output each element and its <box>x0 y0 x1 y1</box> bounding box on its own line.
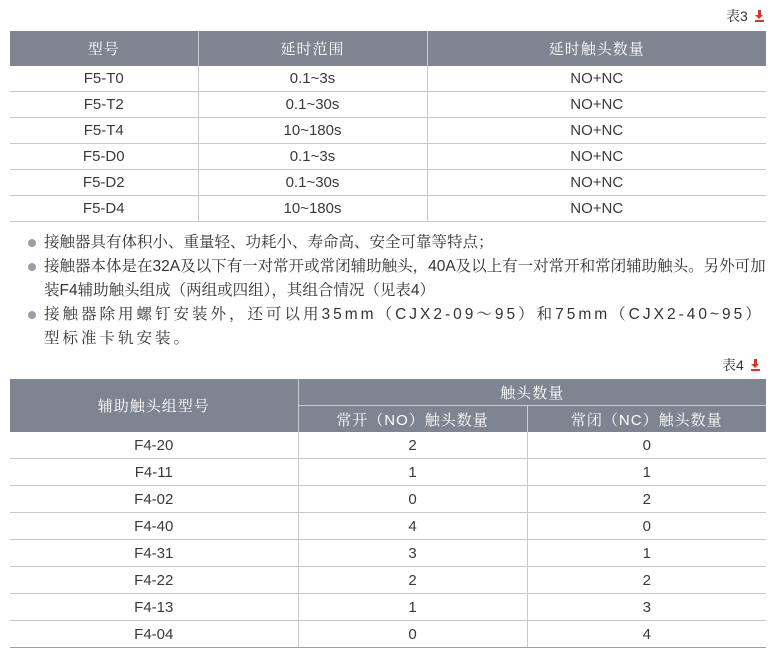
table4-header-no: 常开（NO）触头数量 <box>298 406 527 433</box>
table-cell: 0 <box>298 621 527 648</box>
table-cell: 2 <box>527 486 766 513</box>
table-cell: 4 <box>527 621 766 648</box>
table4-header-model: 辅助触头组型号 <box>10 379 298 432</box>
table-cell: 2 <box>527 567 766 594</box>
table-cell: 1 <box>298 459 527 486</box>
table-cell: NO+NC <box>427 66 766 92</box>
table-cell: 0.1~30s <box>198 92 427 118</box>
table-cell: F5-T0 <box>10 66 198 92</box>
table-row <box>10 170 766 196</box>
table-cell: 10~180s <box>198 118 427 144</box>
table4-header-contact-count: 触头数量 <box>298 379 766 406</box>
table-cell: 0.1~3s <box>198 66 427 92</box>
table-cell: 3 <box>298 540 527 567</box>
table3-header-delay-range: 延时范围 <box>198 31 427 66</box>
table3-header-delay-contacts: 延时触头数量 <box>427 31 766 66</box>
table-row <box>10 432 766 459</box>
table-row <box>10 118 766 144</box>
table-row <box>10 621 766 648</box>
table-cell: NO+NC <box>427 196 766 222</box>
table3-label <box>726 6 766 26</box>
download-arrow-icon <box>750 359 762 371</box>
table-row <box>10 196 766 222</box>
table-cell: 0 <box>298 486 527 513</box>
table-cell: F4-04 <box>10 621 298 648</box>
table-cell: F4-20 <box>10 432 298 459</box>
table-cell: F5-D0 <box>10 144 198 170</box>
table-row <box>10 66 766 92</box>
table-cell: F4-22 <box>10 567 298 594</box>
table-cell: 2 <box>298 567 527 594</box>
table-cell: 1 <box>527 540 766 567</box>
bullet-icon <box>28 239 36 247</box>
table-cell: F4-02 <box>10 486 298 513</box>
table-cell: 0 <box>527 432 766 459</box>
table-cell: F5-D2 <box>10 170 198 196</box>
table-cell: NO+NC <box>427 92 766 118</box>
table-cell: F4-40 <box>10 513 298 540</box>
table-cell: F4-11 <box>10 459 298 486</box>
table3 <box>10 31 766 222</box>
table-row <box>10 513 766 540</box>
table-cell: 0.1~30s <box>198 170 427 196</box>
table4-label-text: 表4 <box>722 357 744 373</box>
list-item <box>26 231 770 255</box>
table-cell: F4-13 <box>10 594 298 621</box>
table-cell: 2 <box>298 432 527 459</box>
table-row <box>10 567 766 594</box>
table4-label <box>722 355 762 375</box>
table-cell: 10~180s <box>198 196 427 222</box>
list-item <box>26 255 770 303</box>
table-cell: F5-T4 <box>10 118 198 144</box>
table-cell: 4 <box>298 513 527 540</box>
list-item-text: 接触器除用螺钉安装外，还可以用35mm（CJX2-09～95）和75mm（CJX2-40~95）型标准卡轨安装。 <box>44 306 764 347</box>
bullet-icon <box>28 263 36 271</box>
table-cell: 0 <box>527 513 766 540</box>
table4-header-nc: 常闭（NC）触头数量 <box>527 406 766 433</box>
table-cell: NO+NC <box>427 144 766 170</box>
list-item <box>26 303 770 351</box>
bullet-icon <box>28 311 36 319</box>
table-cell: NO+NC <box>427 118 766 144</box>
table-cell: F4-31 <box>10 540 298 567</box>
table-cell: F5-T2 <box>10 92 198 118</box>
table-cell: NO+NC <box>427 170 766 196</box>
table3-label-text: 表3 <box>726 8 748 24</box>
table-cell: F5-D4 <box>10 196 198 222</box>
download-arrow-icon <box>754 10 766 22</box>
table-row <box>10 92 766 118</box>
table4 <box>10 379 766 648</box>
table-row <box>10 486 766 513</box>
table-cell: 1 <box>298 594 527 621</box>
list-item-text: 接触器具有体积小、重量轻、功耗小、寿命高、安全可靠等特点； <box>44 234 494 251</box>
table-row <box>10 459 766 486</box>
table-row <box>10 540 766 567</box>
table3-header-row <box>10 31 766 66</box>
table-cell: 0.1~3s <box>198 144 427 170</box>
feature-list <box>26 231 770 351</box>
table3-header-model: 型号 <box>10 31 198 66</box>
list-item-text: 接触器本体是在32A及以下有一对常开或常闭辅助触头，40A及以上有一对常开和常闭辅助触头。另外可加装F4辅助触头组成（两组或四组），其组合情况（见表4） <box>44 258 766 299</box>
table4-header-row <box>10 379 766 406</box>
table-cell: 1 <box>527 459 766 486</box>
table-row <box>10 144 766 170</box>
table-cell: 3 <box>527 594 766 621</box>
table-row <box>10 594 766 621</box>
